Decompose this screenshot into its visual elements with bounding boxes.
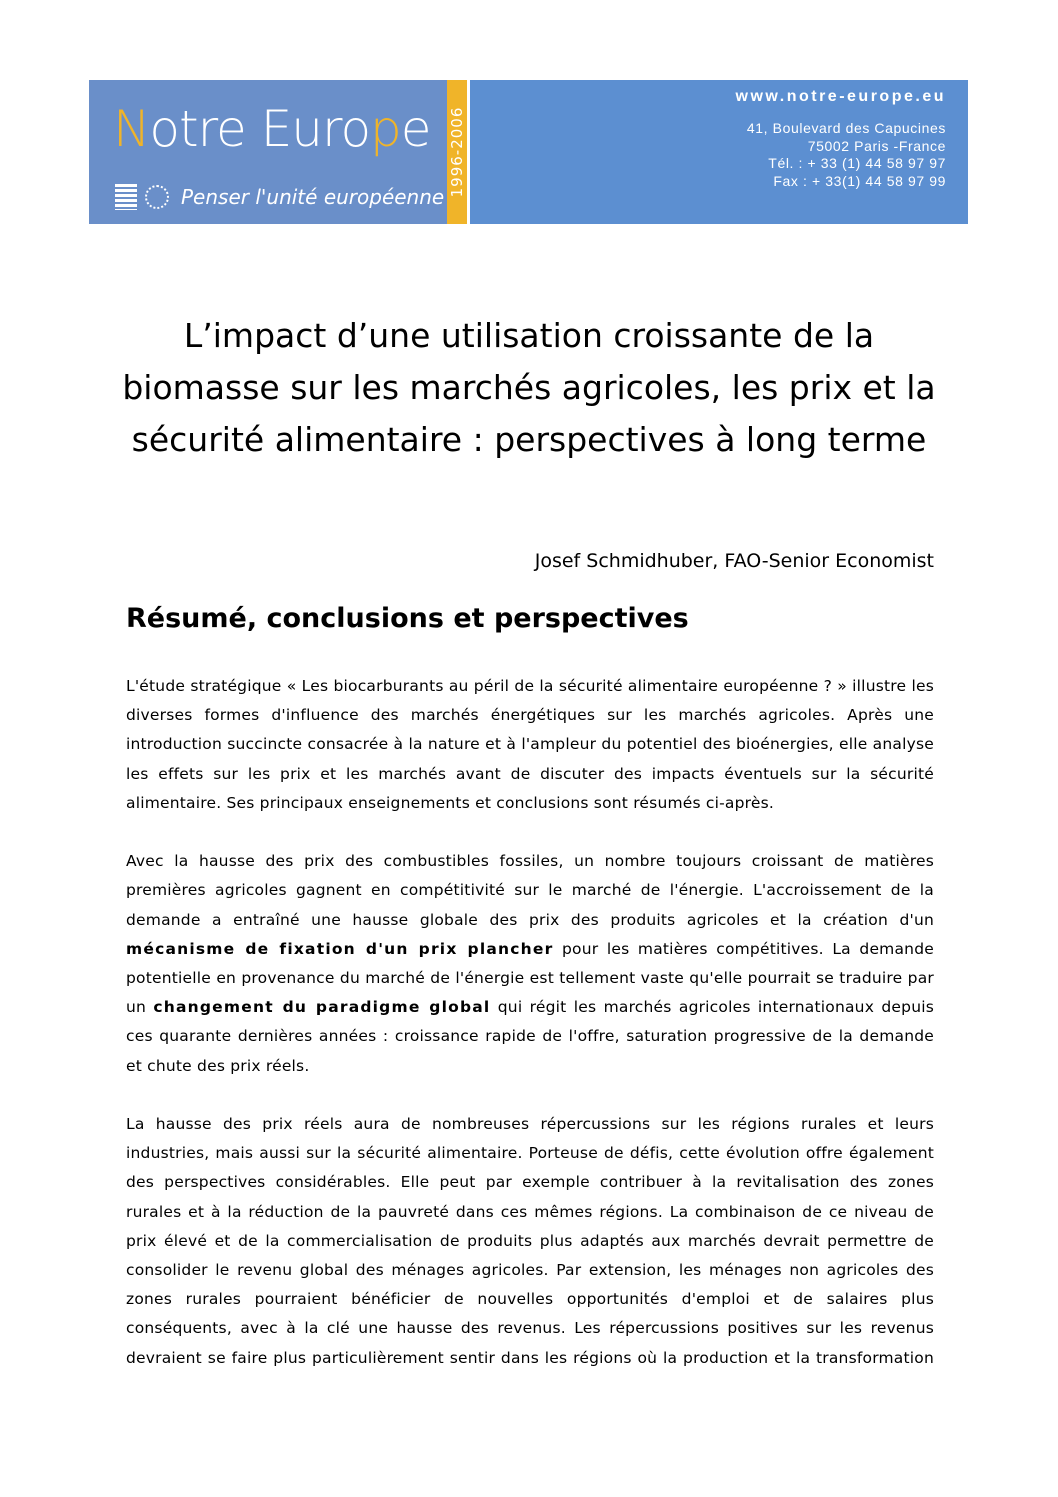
address-line: 75002 Paris -France: [807, 137, 946, 154]
logo-text: e: [400, 100, 431, 158]
text-run: qui régit les marchés agricoles internationaux depuis ces quarante dernières années : croissance rapide de l'offre, saturation progressive de la demande et chute des prix réels.: [126, 998, 935, 1075]
website-link[interactable]: www.notre-europe.eu: [735, 88, 946, 105]
text-run: pour les matières compétitives. La demande potentielle en provenance du marché de l'énergie est tellement vaste qu'elle pourrait se traduire par un: [126, 939, 934, 1017]
header-banner: [89, 80, 968, 224]
bold-text: changement du paradigme global: [153, 998, 491, 1017]
years-strip: [447, 80, 467, 224]
section-heading: Résumé, conclusions et perspectives: [126, 603, 689, 634]
logo-letter: p: [370, 100, 401, 158]
author: Josef Schmidhuber, FAO-Senior Economist: [534, 550, 934, 572]
text-run: Avec la hausse des prix des combustibles fossiles, un nombre toujours croissant de matières premières agricoles gagnent en compétitivité sur le marché de l'énergie. L'accroissement de la demande a entraîné une hausse globale des prix des produits agricoles et la création d'un: [126, 852, 934, 929]
eu-stars-icon: [145, 185, 169, 209]
brand-logo: [113, 100, 431, 158]
book-icon: [115, 184, 137, 210]
tagline: [115, 184, 444, 210]
document-title: [100, 310, 958, 466]
paragraph: [126, 847, 934, 1081]
paragraph: L'étude stratégique « Les biocarburants au péril de la sécurité alimentaire européenne ? » illustre les diverses formes d'influence des marchés énergétiques sur les marchés agricoles. Après une introduction succincte consacrée à la nature et à l'ampleur du potentiel des bioénergies, elle analyse les effets sur les prix et les marchés avant de discuter des impacts éventuels sur la sécurité alimentaire. Ses principaux enseignements et conclusions sont résumés ci-après.: [126, 677, 934, 812]
logo-text: otre Euro: [149, 100, 371, 158]
years-text: 1996-2006: [448, 106, 466, 198]
bold-text: mécanisme de fixation d'un prix plancher: [126, 939, 554, 958]
address-line: 41, Boulevard des Capucines: [746, 120, 946, 136]
title-line: sécurité alimentaire : perspectives à long terme: [131, 420, 927, 459]
logo-panel: [89, 80, 447, 224]
divider: [467, 80, 470, 224]
fax-line: Fax : + 33(1) 44 58 97 99: [773, 172, 946, 189]
title-line: biomasse sur les marchés agricoles, les prix et la: [122, 368, 936, 407]
body-text: [126, 672, 934, 1402]
title-line: L’impact d’une utilisation croissante de la: [183, 316, 875, 355]
logo-letter: N: [113, 100, 150, 158]
paragraph: La hausse des prix réels aura de nombreuses répercussions sur les régions rurales et leurs industries, mais aussi sur la sécurité alimentaire. Porteuse de défis, cette évolution offre également des perspectives considérables. Elle peut par exemple contribuer à la revitalisation des zones rurales et à la réduction de la pauvreté dans ces mêmes régions. La combinaison de ce niveau de prix élevé et de la commercialisation de produits plus adaptés aux marchés devrait permettre de consolider le revenu global des ménages agricoles. Par extension, les ménages non agricoles des zones rurales pourraient bénéficier de nouvelles opportunités d'emploi et de salaires plus conséquents, avec à la clé une hausse des revenus. Les répercussions positives sur les revenus devraient se faire plus particulièrement sentir dans les régions où la production et la transformation: [126, 1115, 934, 1367]
tagline-text: Penser l'unité européenne: [181, 185, 445, 209]
contact-block: [736, 88, 946, 190]
phone-line: Tél. : + 33 (1) 44 58 97 97: [768, 155, 946, 171]
